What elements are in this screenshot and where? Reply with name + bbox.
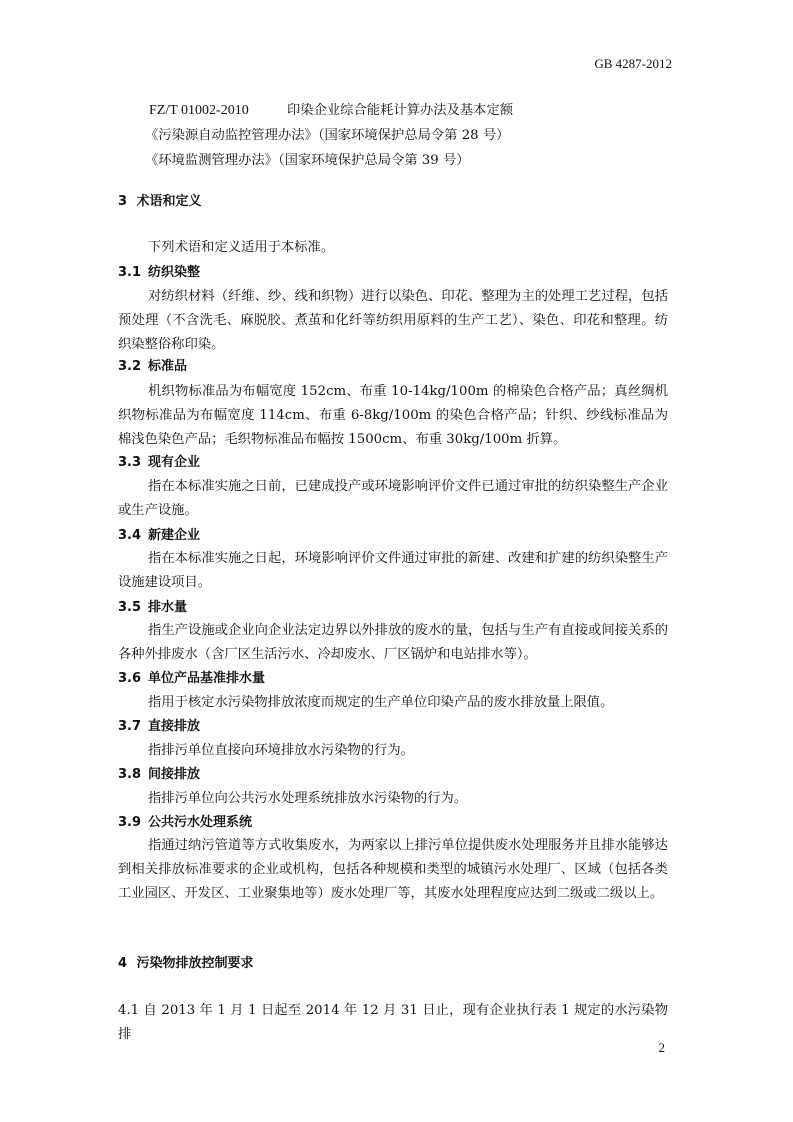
term-heading-3-9: 3.9 公共污水处理系统: [118, 815, 253, 830]
reference-item: [145, 148, 689, 173]
reference-code: FZ/T 01002-2010: [149, 103, 249, 118]
reference-item: [149, 98, 689, 123]
term-heading-3-2: 3.2 标准品: [118, 359, 188, 374]
reference-title: 印染企业综合能耗计算办法及基本定额: [287, 103, 514, 118]
normative-references: [145, 98, 689, 173]
term-definition-3-1: 对纺织材料（纤维、纱、线和织物）进行以染色、印花、整理为主的处理工艺过程，包括预处理（不含洗毛、麻脱胶、煮茧和化纤等纺织用原料的生产工艺）、染色、印花和整理。纺织染整俗称印染。: [118, 289, 668, 352]
page-number: 2: [658, 1040, 665, 1055]
term-heading-3-4: 3.4 新建企业: [118, 528, 201, 543]
section-number: 3: [118, 194, 128, 209]
term-definition-3-6: 指用于核定水污染物排放浓度而规定的生产单位印染产品的废水排放量上限值。: [148, 695, 614, 710]
section-title: 污染物排放控制要求: [136, 956, 254, 971]
term-definition-3-9: 指通过纳污管道等方式收集废水，为两家以上排污单位提供废水处理服务并且排水能够达到相关排放标准要求的企业或机构，包括各种规模和类型的城镇污水处理厂、区域（包括各类工业园区、开发区、工业聚集地等）废水处理厂等，其废水处理程度应达到二级或二级以上。: [118, 838, 668, 901]
term-definition-3-2: 机织物标准品为布幅宽度 152cm、布重 10-14kg/100m 的棉染色合格产品；真丝绸机织物标准品为布幅宽度 114cm、布重 6-8kg/100m 的染色合格产品；针织、纱线标准品为棉浅色染色产品；毛织物标准品布幅按 1500cm、布重 30kg/100m 折算。: [118, 384, 668, 447]
reference-title: 《污染源自动监控管理办法》（国家环境保护总局令第 28 号）: [145, 128, 510, 143]
section-title: 术语和定义: [136, 194, 202, 209]
standard-number: GB 4287-2012: [594, 56, 672, 71]
section-4-1-paragraph: 4.1 自 2013 年 1 月 1 日起至 2014 年 12 月 31 日止，现有企业执行表 1 规定的水污染物排: [118, 1003, 668, 1042]
term-heading-3-1: 3.1 纺织染整: [118, 265, 201, 280]
term-definition-3-7: 指排污单位直接向环境排放水污染物的行为。: [148, 743, 414, 758]
term-definition-3-3: 指在本标准实施之日前，已建成投产或环境影响评价文件已通过审批的纺织染整生产企业或生产设施。: [118, 479, 668, 518]
section-4-heading: [118, 954, 254, 974]
reference-title: 《环境监测管理办法》（国家环境保护总局令第 39 号）: [145, 153, 470, 168]
term-heading-3-6: 3.6 单位产品基准排水量: [118, 671, 266, 686]
term-heading-3-8: 3.8 间接排放: [118, 767, 201, 782]
term-heading-3-5: 3.5 排水量: [118, 600, 188, 615]
term-heading-3-3: 3.3 现有企业: [118, 455, 201, 470]
section-3-heading: [118, 192, 202, 212]
section-number: 4: [118, 956, 128, 971]
term-definition-3-5: 指生产设施或企业向企业法定边界以外排放的废水的量，包括与生产有直接或间接关系的各种外排废水（含厂区生活污水、冷却废水、厂区锅炉和电站排水等）。: [118, 623, 668, 662]
term-definition-3-8: 指排污单位向公共污水处理系统排放水污染物的行为。: [148, 791, 468, 806]
term-definition-3-4: 指在本标准实施之日起，环境影响评价文件通过审批的新建、改建和扩建的纺织染整生产设施建设项目。: [118, 551, 668, 590]
term-heading-3-7: 3.7 直接排放: [118, 719, 201, 734]
section-3-intro: 下列术语和定义适用于本标准。: [148, 240, 335, 255]
reference-item: [145, 123, 689, 148]
